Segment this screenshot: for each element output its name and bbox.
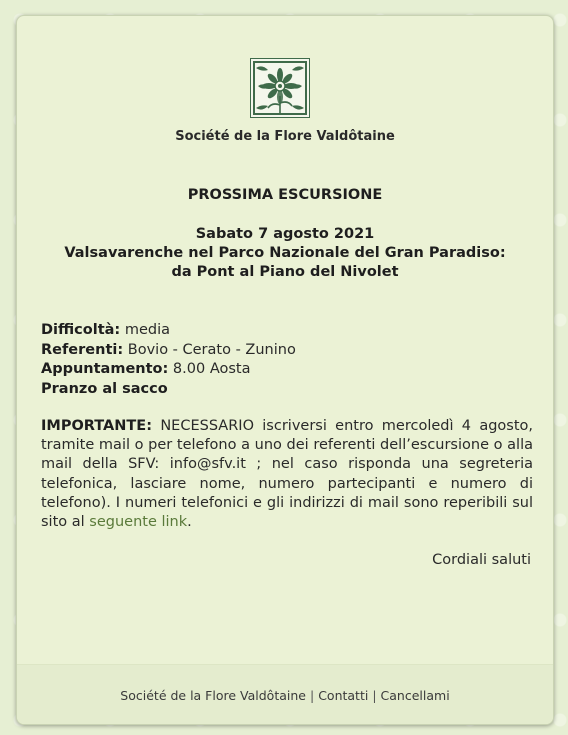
referents-value: Bovio - Cerato - Zunino bbox=[127, 341, 296, 358]
referents-row bbox=[41, 341, 296, 361]
meeting-label: Appuntamento: bbox=[41, 361, 169, 377]
footer-separator: | bbox=[372, 688, 377, 703]
contacts-link[interactable]: Contatti bbox=[318, 688, 369, 703]
difficulty-row bbox=[41, 321, 296, 341]
event-location-line2: da Pont al Piano del Nivolet bbox=[171, 264, 399, 280]
meeting-row bbox=[41, 360, 296, 380]
meeting-value: 8.00 Aosta bbox=[172, 361, 251, 377]
footer-separator: | bbox=[309, 688, 315, 703]
closing-greeting: Cordiali saluti bbox=[432, 552, 531, 568]
important-text-end: . bbox=[187, 514, 192, 531]
important-text: NECESSARIO iscriversi entro mercoledì 4 agosto, tramite mail o per telefono a uno dei referenti dell’escursione o alla mail della SFV: info@sfv.it ; nel caso risponda una segreteria telefonica, lasciare nome, numero partecipanti e numero di telefono). I numeri telefonici e gli indirizzi di mail sono reperibili sul sito al bbox=[41, 418, 534, 531]
unsubscribe-link[interactable]: Cancellami bbox=[380, 688, 450, 703]
flower-logo-icon bbox=[250, 58, 310, 118]
info-link[interactable]: seguente link bbox=[89, 514, 188, 531]
event-info bbox=[17, 225, 553, 282]
lunch-note: Pranzo al sacco bbox=[41, 380, 168, 397]
footer-org-link[interactable]: Société de la Flore Valdôtaine bbox=[120, 688, 306, 703]
event-date: Sabato 7 agosto 2021 bbox=[195, 226, 375, 242]
important-notice bbox=[41, 417, 533, 532]
event-details bbox=[41, 321, 296, 399]
email-card bbox=[16, 15, 554, 725]
referents-label: Referenti: bbox=[41, 341, 124, 358]
difficulty-label: Difficoltà: bbox=[41, 322, 121, 338]
org-name: Société de la Flore Valdôtaine bbox=[175, 129, 395, 144]
event-location-line1: Valsavarenche nel Parco Nazionale del Gran Paradiso: bbox=[64, 245, 506, 261]
footer bbox=[17, 664, 553, 725]
page-title: PROSSIMA ESCURSIONE bbox=[187, 187, 383, 203]
important-label: IMPORTANTE: bbox=[41, 418, 153, 434]
lunch-row bbox=[41, 380, 296, 400]
difficulty-value: media bbox=[124, 322, 171, 338]
